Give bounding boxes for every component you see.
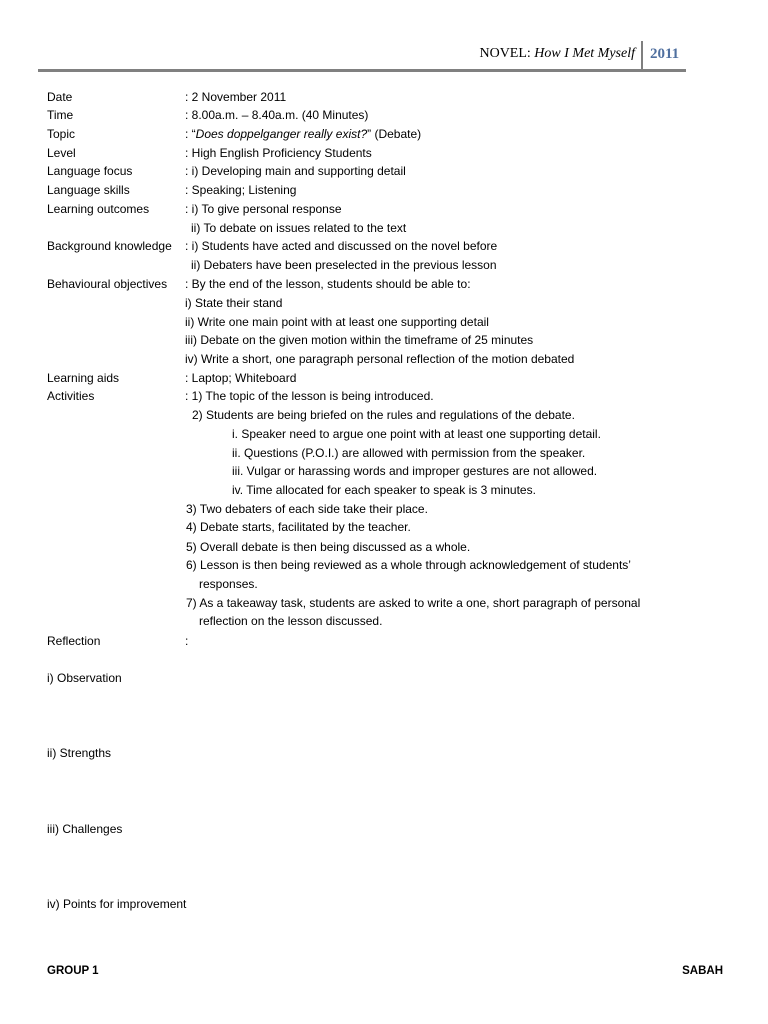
- header-novel-name: How I Met Myself: [534, 46, 635, 61]
- topic-prefix: : “: [185, 127, 196, 141]
- learning-outcome-1: : i) To give personal response: [185, 202, 342, 216]
- reflection-colon: :: [185, 634, 189, 648]
- objective-3: iii) Debate on the given motion within the timeframe of 25 minutes: [185, 333, 534, 347]
- footer-group: GROUP 1: [47, 965, 99, 977]
- header-novel-title: [479, 46, 635, 62]
- date-value: : 2 November 2011: [185, 90, 287, 104]
- activities-label: Activities: [47, 389, 95, 403]
- time-label: Time: [47, 108, 74, 122]
- language-skills-label: Language skills: [47, 183, 130, 197]
- activity-1: : 1) The topic of the lesson is being introduced.: [185, 389, 434, 403]
- objective-1: i) State their stand: [185, 296, 283, 310]
- header-rule: [38, 69, 686, 72]
- activity-2-rule-ii: ii. Questions (P.O.I.) are allowed with permission from the speaker.: [232, 446, 586, 460]
- activity-7-line-2: reflection on the lesson discussed.: [199, 614, 383, 628]
- language-focus-value: : i) Developing main and supporting detail: [185, 164, 406, 178]
- background-knowledge-1: : i) Students have acted and discussed on the novel before: [185, 239, 498, 253]
- activity-6-line-1: 6) Lesson is then being reviewed as a whole through acknowledgement of students’: [186, 558, 631, 572]
- activity-7-line-1: 7) As a takeaway task, students are asked to write a one, short paragraph of personal: [186, 596, 641, 610]
- reflection-improvement: iv) Points for improvement: [47, 897, 187, 911]
- activity-2-rule-i: i. Speaker need to argue one point with at least one supporting detail.: [232, 427, 601, 441]
- activity-2-rule-iii: iii. Vulgar or harassing words and improper gestures are not allowed.: [232, 464, 598, 478]
- time-value: : 8.00a.m. – 8.40a.m. (40 Minutes): [185, 108, 369, 122]
- activity-4: 4) Debate starts, facilitated by the teacher.: [186, 520, 411, 534]
- behavioural-objectives-label: Behavioural objectives: [47, 277, 168, 291]
- footer-state: SABAH: [682, 965, 723, 977]
- background-knowledge-label: Background knowledge: [47, 239, 172, 253]
- objective-2: ii) Write one main point with at least one supporting detail: [185, 315, 489, 329]
- activity-6-line-2: responses.: [199, 577, 258, 591]
- activity-2-rule-iv: iv. Time allocated for each speaker to speak is 3 minutes.: [232, 483, 536, 497]
- topic-label: Topic: [47, 127, 76, 141]
- activity-5: 5) Overall debate is then being discussed as a whole.: [186, 540, 471, 554]
- reflection-challenges: iii) Challenges: [47, 822, 123, 836]
- topic-suffix: ” (Debate): [367, 127, 422, 141]
- language-skills-value: : Speaking; Listening: [185, 183, 297, 197]
- level-value: : High English Proficiency Students: [185, 146, 372, 160]
- background-knowledge-2: ii) Debaters have been preselected in the previous lesson: [191, 258, 497, 272]
- activity-2: 2) Students are being briefed on the rules and regulations of the debate.: [192, 408, 575, 422]
- learning-aids-value: : Laptop; Whiteboard: [185, 371, 297, 385]
- learning-outcomes-label: Learning outcomes: [47, 202, 150, 216]
- behavioural-objectives-intro: : By the end of the lesson, students should be able to:: [185, 277, 471, 291]
- header-novel-label: NOVEL:: [479, 46, 535, 61]
- date-label: Date: [47, 90, 73, 104]
- reflection-observation: i) Observation: [47, 671, 122, 685]
- header-separator: [641, 41, 643, 71]
- reflection-strengths: ii) Strengths: [47, 746, 112, 760]
- learning-aids-label: Learning aids: [47, 371, 120, 385]
- activity-3: 3) Two debaters of each side take their place.: [186, 502, 428, 516]
- topic-question: Does doppelganger really exist?: [195, 127, 368, 141]
- level-label: Level: [47, 146, 76, 160]
- header-year: 2011: [650, 46, 680, 62]
- reflection-label: Reflection: [47, 634, 101, 648]
- learning-outcome-2: ii) To debate on issues related to the text: [191, 221, 407, 235]
- objective-4: iv) Write a short, one paragraph personal reflection of the motion debated: [185, 352, 575, 366]
- topic-value: [185, 127, 421, 141]
- language-focus-label: Language focus: [47, 164, 133, 178]
